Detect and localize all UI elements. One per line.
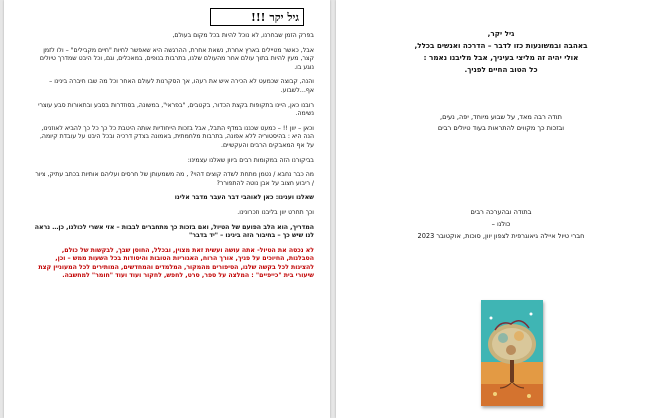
paragraph-9: וכך תחרט יוון בליבנו וזכרונינו. <box>237 208 314 216</box>
paragraph-5: וכאן – יוון !! – כמעט שכננו במדף התבל, אבל בזכות הייחודיות אותה היטבת כל כך כל כך להביא לאוזנינו, הנה היא : בהיסטוריה ללא אפונה, בתרבות מלחמתית, באמונה בצדק דרכיה ובכל היבט על עובדת קיומה, על אף המאבקים הרבים והעקשיים. <box>39 124 314 149</box>
signature-line: בתודה ובהערכה רבים <box>470 208 532 216</box>
thanks-line: ובזכות כך מקווים להתראות בעוד טיולים רבים <box>437 124 565 132</box>
paragraph-7: מה כבר נחבא / נטמן מתחת לשדה קוצים דהוי? , מה משמעותן של חרסים ועליהם אותיות בכתב עתיק, ציור / ריבוע חצוב על אבן נוטה להתפורר? <box>35 171 314 187</box>
dedication-block <box>376 28 626 76</box>
letter-page-left <box>4 0 330 418</box>
paragraph-2: אבל, כאשר מטיילים בארץ אחרת, נשאת אחרת, ההרגשה היא שאפשר לחיות "חיים מקבילים" – ולו לזמן קצר, מעין להיות בתוך עולם אחר מהעולם שלנו, בתרבות בנופים, במאכלים, וגם, וכל היבט שמדרך טיולים נוגע בו. <box>39 46 314 71</box>
paragraph-1: בפרק הזמן שבחרנו, לא נוכל להיות בכל מקום בעולם, <box>172 32 314 39</box>
signature-line: חברי טיול איילה גיאוגרפית לצפון יוון, סוכות, אוקטובר 2023 <box>417 232 585 240</box>
paragraph-11: לא נכסה את הטיול- אתה עושה ועשית זאת מצוין, ובכלל, החוסן שבך, לבקשות של כולם, הסבלנות, החיוכים על פניך, אורך הרוח, האגוריות הטובות והיסודות בכל השעות ממש – וכן, להציגות לכל בקשה שלנו, הסיפורים מהמקור, המלמדים והמחדשים, המותירים לכל המעוניין קצת שיעורי בית "כייפיים" : המלצה על ספר, סרט, לחפש, לחקור ועוד ועוד "חומר" למחשבה. <box>38 246 314 280</box>
letter-page-right <box>336 0 664 418</box>
book-cover-image <box>481 300 543 406</box>
dedication-line: באהבה ובמשונעות כזו לדבר – הדרכה ואנשים בכלל, <box>414 41 588 50</box>
dedication-line: כל הטוב החיים לפניך. <box>464 65 538 74</box>
paragraph-6: בביקורנו הזה במקומות רבים ביוון שאלנו עצמינו: <box>187 156 314 164</box>
dedication-line: גיל יקר, <box>487 29 515 38</box>
thanks-block <box>376 112 626 134</box>
tree-illustration <box>481 300 543 406</box>
dedication-line: אולי יהיה זה מליצי בעיניך, אבל מליבנו נאמר : <box>423 53 579 62</box>
signature-line: כולנו – <box>491 220 511 228</box>
letter-title: גיל יקר !!! <box>210 8 304 26</box>
paragraph-8: שאלנו וענינו: כאן לאוהבי דבר העבר מדבר אלינו <box>174 194 314 202</box>
thanks-line: תודה רבה מאד, על שבוע מיוחד, יפה, נעים, <box>440 113 562 121</box>
signature-block <box>376 206 626 242</box>
paragraph-4: רובנו כאן, היינו בתקופות בקצת הכדור, בקטבים, "בפראי", במשונה, בסוזדרות בסבע ובתאורות סבע עוצרי נשימה. <box>38 101 314 118</box>
paragraph-3: והנה, קבוצה שכמעט לא הכירה איש את רעהו, אך הסקרנות לעולם האחר וכל מה שבו חיברה בינינו – אף…לשבוע. <box>49 78 314 94</box>
paragraph-10: המדריך, הוא הלב הפועם של הטיול, ואם בזכות כך מתחברים לבבות – אזי אשרי לכולנו, כן… נראה לנו שיש כך – בחיבור הזה בינינו – "יד בדבר" <box>34 223 314 240</box>
letter-body <box>34 32 314 287</box>
